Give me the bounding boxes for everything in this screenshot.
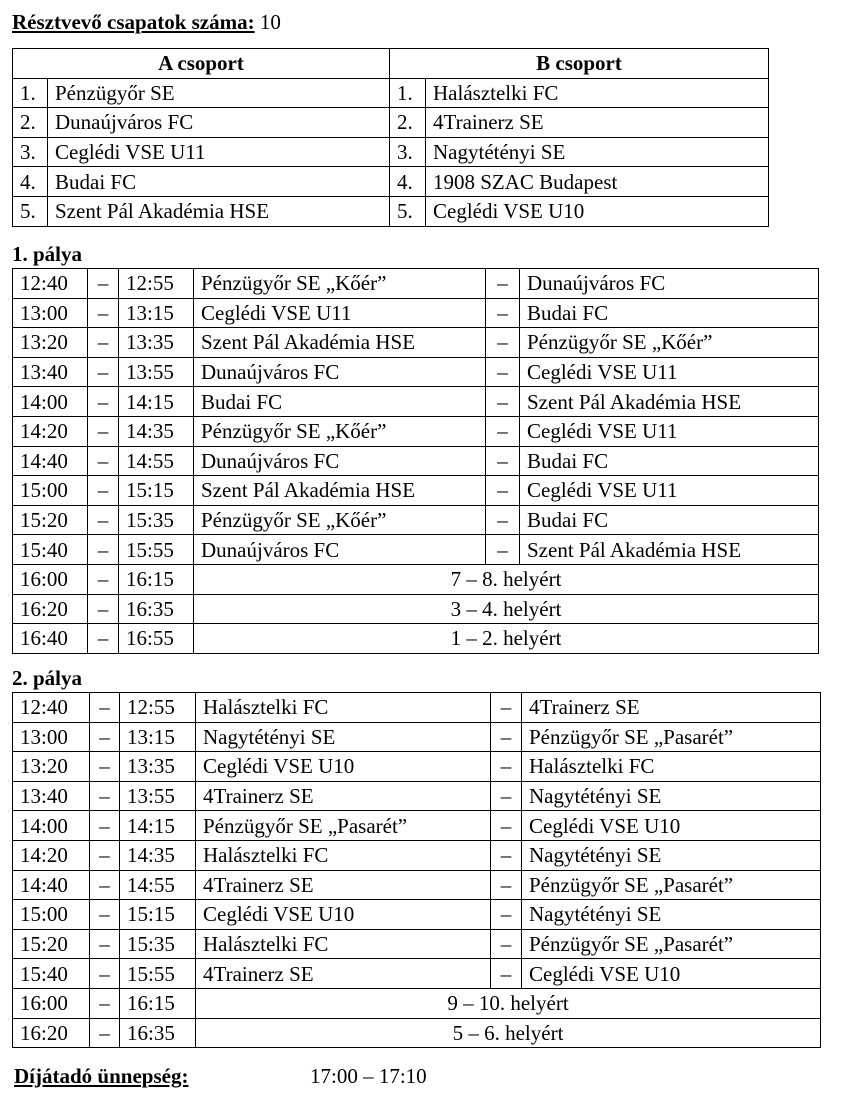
- placement-end-time: 16:15: [119, 564, 194, 594]
- match-start-time: 14:40: [13, 446, 88, 476]
- time-separator: –: [90, 781, 120, 811]
- away-team: Budai FC: [520, 505, 819, 535]
- away-team: Pénzügyőr SE „Kőér”: [520, 328, 819, 358]
- home-team: Halásztelki FC: [196, 929, 491, 959]
- match-start-time: 15:00: [13, 900, 90, 930]
- group-b-number: 1.: [390, 78, 426, 108]
- versus-dash: –: [486, 269, 520, 299]
- versus-dash: –: [491, 959, 522, 989]
- group-a-team: Budai FC: [48, 167, 390, 197]
- group-a-team: Ceglédi VSE U11: [48, 137, 390, 167]
- match-row: [13, 870, 821, 900]
- groups-body: [13, 49, 769, 227]
- match-end-time: 14:15: [119, 387, 194, 417]
- placement-start-time: 16:20: [13, 1018, 90, 1048]
- match-start-time: 13:40: [13, 357, 88, 387]
- match-end-time: 13:55: [119, 357, 194, 387]
- time-separator: –: [90, 811, 120, 841]
- match-end-time: 14:55: [120, 870, 196, 900]
- versus-dash: –: [486, 416, 520, 446]
- time-separator: –: [90, 959, 120, 989]
- group-b-number: 4.: [390, 167, 426, 197]
- away-team: Szent Pál Akadémia HSE: [520, 387, 819, 417]
- match-row: [13, 387, 819, 417]
- match-start-time: 14:20: [13, 840, 90, 870]
- match-start-time: 13:20: [13, 752, 90, 782]
- match-start-time: 15:40: [13, 959, 90, 989]
- group-a-number: 4.: [13, 167, 48, 197]
- time-separator: –: [88, 564, 119, 594]
- away-team: Dunaújváros FC: [520, 269, 819, 299]
- pitch1-schedule: [12, 268, 819, 654]
- pitch2-schedule: [12, 692, 821, 1048]
- placement-row: [13, 988, 821, 1018]
- match-start-time: 14:00: [13, 811, 90, 841]
- versus-dash: –: [491, 752, 522, 782]
- participants-line: [12, 10, 281, 34]
- time-separator: –: [88, 269, 119, 299]
- match-end-time: 13:35: [120, 752, 196, 782]
- group-a-title: A csoport: [13, 49, 390, 79]
- away-team: Pénzügyőr SE „Pasarét”: [522, 929, 821, 959]
- group-a-number: 3.: [13, 137, 48, 167]
- placement-label: 7 – 8. helyért: [194, 564, 819, 594]
- placement-start-time: 16:00: [13, 564, 88, 594]
- group-row: [13, 78, 769, 108]
- groups-table: [12, 48, 769, 227]
- pitch1-body: [13, 269, 819, 654]
- group-b-team: Halásztelki FC: [426, 78, 769, 108]
- match-start-time: 12:40: [13, 269, 88, 299]
- pitch2-body: [13, 693, 821, 1048]
- group-a-number: 1.: [13, 78, 48, 108]
- home-team: Szent Pál Akadémia HSE: [194, 328, 486, 358]
- match-end-time: 13:15: [119, 298, 194, 328]
- group-b-team: 4Trainerz SE: [426, 108, 769, 138]
- match-row: [13, 535, 819, 565]
- home-team: 4Trainerz SE: [196, 870, 491, 900]
- away-team: Szent Pál Akadémia HSE: [520, 535, 819, 565]
- away-team: Ceglédi VSE U11: [520, 476, 819, 506]
- match-end-time: 13:15: [120, 722, 196, 752]
- versus-dash: –: [491, 693, 522, 723]
- match-end-time: 15:15: [120, 900, 196, 930]
- time-separator: –: [90, 840, 120, 870]
- home-team: Pénzügyőr SE „Kőér”: [194, 269, 486, 299]
- time-separator: –: [88, 624, 119, 654]
- time-separator: –: [88, 594, 119, 624]
- home-team: Ceglédi VSE U10: [196, 900, 491, 930]
- match-end-time: 13:55: [120, 781, 196, 811]
- versus-dash: –: [486, 357, 520, 387]
- away-team: Budai FC: [520, 446, 819, 476]
- match-end-time: 12:55: [120, 693, 196, 723]
- match-end-time: 13:35: [119, 328, 194, 358]
- group-b-team: Ceglédi VSE U10: [426, 196, 769, 226]
- group-a-team: Dunaújváros FC: [48, 108, 390, 138]
- away-team: Pénzügyőr SE „Pasarét”: [522, 722, 821, 752]
- home-team: Pénzügyőr SE „Kőér”: [194, 505, 486, 535]
- pitch2-title: 2. pálya: [12, 666, 83, 690]
- match-row: [13, 781, 821, 811]
- versus-dash: –: [486, 387, 520, 417]
- group-b-team: 1908 SZAC Budapest: [426, 167, 769, 197]
- placement-row: [13, 624, 819, 654]
- away-team: Nagytétényi SE: [522, 900, 821, 930]
- match-start-time: 14:20: [13, 416, 88, 446]
- match-row: [13, 929, 821, 959]
- home-team: Halásztelki FC: [196, 693, 491, 723]
- time-separator: –: [88, 446, 119, 476]
- match-row: [13, 959, 821, 989]
- home-team: 4Trainerz SE: [196, 959, 491, 989]
- home-team: 4Trainerz SE: [196, 781, 491, 811]
- match-row: [13, 840, 821, 870]
- ceremony-line: [14, 1064, 188, 1088]
- match-start-time: 13:20: [13, 328, 88, 358]
- home-team: Dunaújváros FC: [194, 446, 486, 476]
- away-team: Ceglédi VSE U10: [522, 811, 821, 841]
- time-separator: –: [90, 988, 120, 1018]
- match-end-time: 15:35: [119, 505, 194, 535]
- versus-dash: –: [491, 722, 522, 752]
- versus-dash: –: [486, 446, 520, 476]
- versus-dash: –: [486, 298, 520, 328]
- participants-count: 10: [259, 10, 281, 34]
- home-team: Ceglédi VSE U11: [194, 298, 486, 328]
- match-start-time: 15:20: [13, 929, 90, 959]
- match-end-time: 15:55: [119, 535, 194, 565]
- away-team: Nagytétényi SE: [522, 781, 821, 811]
- group-a-team: Szent Pál Akadémia HSE: [48, 196, 390, 226]
- away-team: Nagytétényi SE: [522, 840, 821, 870]
- versus-dash: –: [486, 328, 520, 358]
- versus-dash: –: [491, 811, 522, 841]
- match-start-time: 13:00: [13, 298, 88, 328]
- time-separator: –: [90, 1018, 120, 1048]
- match-row: [13, 269, 819, 299]
- group-b-number: 2.: [390, 108, 426, 138]
- match-row: [13, 416, 819, 446]
- placement-label: 5 – 6. helyért: [196, 1018, 821, 1048]
- match-row: [13, 752, 821, 782]
- match-row: [13, 722, 821, 752]
- match-row: [13, 693, 821, 723]
- group-b-number: 5.: [390, 196, 426, 226]
- placement-label: 1 – 2. helyért: [194, 624, 819, 654]
- group-a-number: 5.: [13, 196, 48, 226]
- home-team: Budai FC: [194, 387, 486, 417]
- placement-label: 3 – 4. helyért: [194, 594, 819, 624]
- match-row: [13, 328, 819, 358]
- home-team: Dunaújváros FC: [194, 357, 486, 387]
- placement-end-time: 16:35: [119, 594, 194, 624]
- match-end-time: 14:55: [119, 446, 194, 476]
- match-end-time: 15:55: [120, 959, 196, 989]
- placement-end-time: 16:35: [120, 1018, 196, 1048]
- away-team: Ceglédi VSE U11: [520, 416, 819, 446]
- time-separator: –: [88, 416, 119, 446]
- group-a-number: 2.: [13, 108, 48, 138]
- away-team: Budai FC: [520, 298, 819, 328]
- home-team: Ceglédi VSE U10: [196, 752, 491, 782]
- away-team: Ceglédi VSE U11: [520, 357, 819, 387]
- away-team: Pénzügyőr SE „Pasarét”: [522, 870, 821, 900]
- versus-dash: –: [486, 505, 520, 535]
- time-separator: –: [88, 476, 119, 506]
- match-start-time: 14:00: [13, 387, 88, 417]
- home-team: Pénzügyőr SE „Pasarét”: [196, 811, 491, 841]
- match-end-time: 14:35: [120, 840, 196, 870]
- home-team: Nagytétényi SE: [196, 722, 491, 752]
- placement-end-time: 16:55: [119, 624, 194, 654]
- match-row: [13, 900, 821, 930]
- time-separator: –: [88, 505, 119, 535]
- placement-end-time: 16:15: [120, 988, 196, 1018]
- match-start-time: 15:20: [13, 505, 88, 535]
- match-row: [13, 505, 819, 535]
- match-end-time: 14:35: [119, 416, 194, 446]
- away-team: 4Trainerz SE: [522, 693, 821, 723]
- away-team: Halásztelki FC: [522, 752, 821, 782]
- match-start-time: 14:40: [13, 870, 90, 900]
- time-separator: –: [90, 752, 120, 782]
- match-start-time: 15:40: [13, 535, 88, 565]
- placement-row: [13, 1018, 821, 1048]
- home-team: Halásztelki FC: [196, 840, 491, 870]
- match-row: [13, 298, 819, 328]
- placement-start-time: 16:20: [13, 594, 88, 624]
- match-end-time: 15:35: [120, 929, 196, 959]
- match-start-time: 13:00: [13, 722, 90, 752]
- away-team: Ceglédi VSE U10: [522, 959, 821, 989]
- match-end-time: 12:55: [119, 269, 194, 299]
- placement-row: [13, 594, 819, 624]
- group-row: [13, 167, 769, 197]
- match-row: [13, 446, 819, 476]
- participants-label: Résztvevő csapatok száma:: [12, 10, 255, 34]
- versus-dash: –: [491, 870, 522, 900]
- time-separator: –: [88, 387, 119, 417]
- group-b-title: B csoport: [390, 49, 769, 79]
- time-separator: –: [88, 328, 119, 358]
- match-row: [13, 357, 819, 387]
- group-b-number: 3.: [390, 137, 426, 167]
- versus-dash: –: [491, 929, 522, 959]
- placement-label: 9 – 10. helyért: [196, 988, 821, 1018]
- group-row: [13, 137, 769, 167]
- time-separator: –: [88, 357, 119, 387]
- match-row: [13, 811, 821, 841]
- match-end-time: 15:15: [119, 476, 194, 506]
- time-separator: –: [88, 298, 119, 328]
- versus-dash: –: [491, 840, 522, 870]
- group-a-team: Pénzügyőr SE: [48, 78, 390, 108]
- match-start-time: 15:00: [13, 476, 88, 506]
- match-row: [13, 476, 819, 506]
- ceremony-label: Díjátadó ünnepség:: [14, 1064, 189, 1088]
- time-separator: –: [90, 870, 120, 900]
- time-separator: –: [90, 722, 120, 752]
- match-start-time: 12:40: [13, 693, 90, 723]
- ceremony-time: 17:00 – 17:10: [310, 1064, 427, 1088]
- time-separator: –: [88, 535, 119, 565]
- time-separator: –: [90, 900, 120, 930]
- group-row: [13, 108, 769, 138]
- group-b-team: Nagytétényi SE: [426, 137, 769, 167]
- versus-dash: –: [486, 476, 520, 506]
- home-team: Szent Pál Akadémia HSE: [194, 476, 486, 506]
- pitch1-title: 1. pálya: [12, 242, 83, 266]
- match-end-time: 14:15: [120, 811, 196, 841]
- match-start-time: 13:40: [13, 781, 90, 811]
- versus-dash: –: [491, 781, 522, 811]
- groups-header-row: [13, 49, 769, 79]
- placement-row: [13, 564, 819, 594]
- placement-start-time: 16:40: [13, 624, 88, 654]
- time-separator: –: [90, 693, 120, 723]
- versus-dash: –: [491, 900, 522, 930]
- home-team: Pénzügyőr SE „Kőér”: [194, 416, 486, 446]
- home-team: Dunaújváros FC: [194, 535, 486, 565]
- versus-dash: –: [486, 535, 520, 565]
- placement-start-time: 16:00: [13, 988, 90, 1018]
- time-separator: –: [90, 929, 120, 959]
- group-row: [13, 196, 769, 226]
